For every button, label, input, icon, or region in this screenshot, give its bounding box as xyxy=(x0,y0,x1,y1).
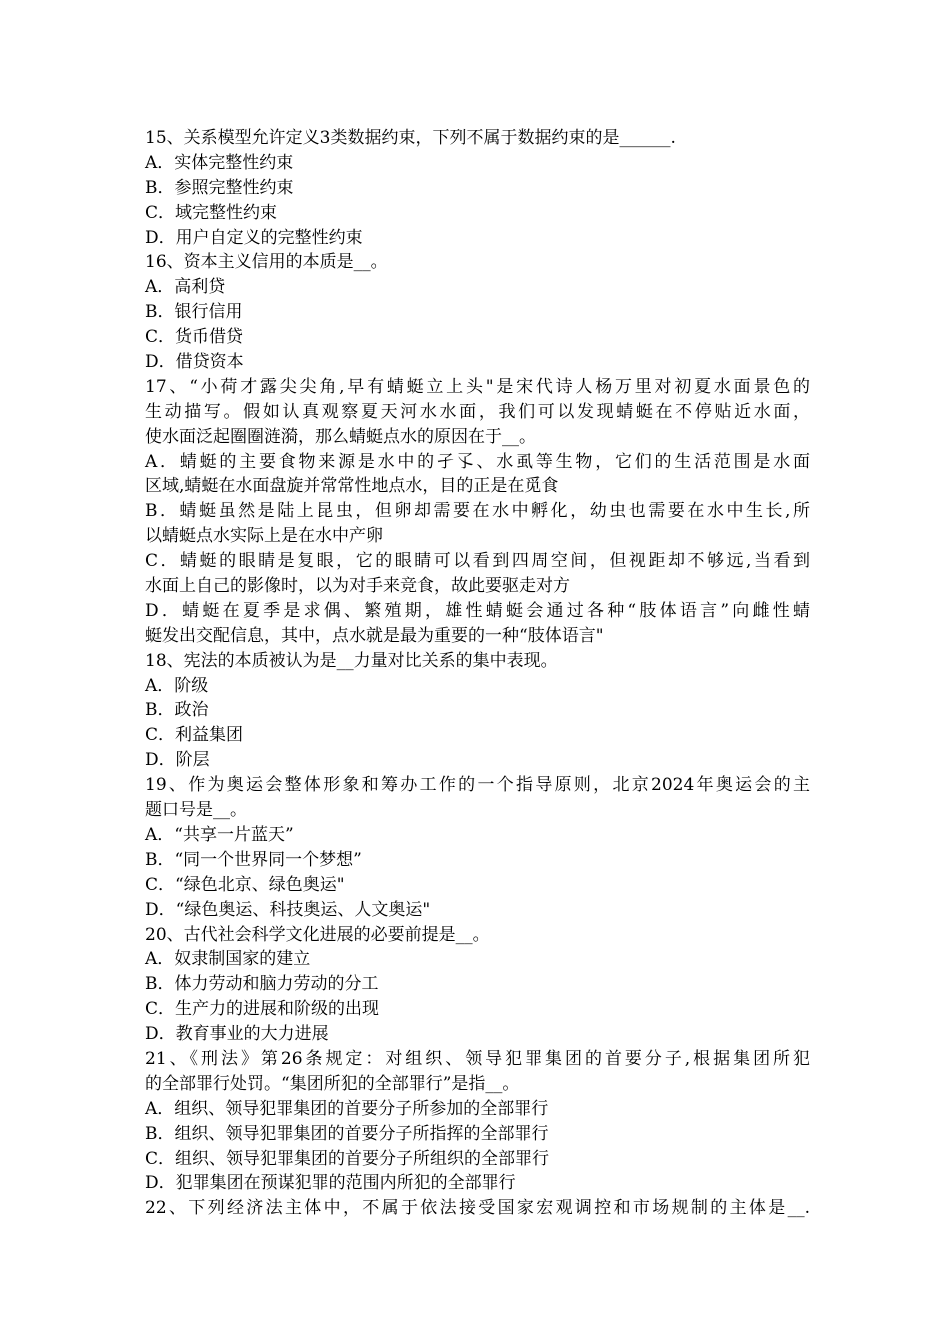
text-line: 20、古代社会科学文化进展的必要前提是__。 xyxy=(145,924,490,945)
text-line: D．蜻蜓在夏季是求偶、繁殖期，雄性蜻蜓会通过各种“肢体语言”向雌性蜻 xyxy=(145,600,810,621)
text-line: 蜓发出交配信息，其中，点水就是最为重要的一种“肢体语言" xyxy=(145,625,604,646)
text-line: B．“同一个世界同一个梦想” xyxy=(145,849,362,870)
text-line: B．体力劳动和脑力劳动的分工 xyxy=(145,974,379,995)
text-line: 水面上自己的影像时，以为对手来竞食，故此要驱走对方 xyxy=(145,576,570,597)
text-line: 16、资本主义信用的本质是__。 xyxy=(145,252,388,273)
text-line: 以蜻蜓点水实际上是在水中产卵 xyxy=(145,526,383,547)
text-line: A．阶级 xyxy=(145,675,209,696)
text-line: 19、作为奥运会整体形象和筹办工作的一个指导原则，北京2024年奥运会的主 xyxy=(145,775,810,796)
text-line: 18、宪法的本质被认为是__力量对比关系的集中表现。 xyxy=(145,650,558,671)
text-line: 21、《刑法》第26条规定：对组织、领导犯罪集团的首要分子,根据集团所犯 xyxy=(145,1048,810,1069)
text-line: B．政治 xyxy=(145,700,209,721)
text-line: 生动描写。假如认真观察夏天河水水面，我们可以发现蜻蜓在不停贴近水面， xyxy=(145,401,810,422)
text-line: 的全部罪行处罚。“集团所犯的全部罪行”是指__。 xyxy=(145,1073,520,1094)
text-line: C．域完整性约束 xyxy=(145,202,278,223)
text-line: B．蜻蜓虽然是陆上昆虫，但卵却需要在水中孵化，幼虫也需要在水中生长,所 xyxy=(145,501,810,522)
text-line: D．借贷资本 xyxy=(145,352,244,373)
text-line: C．生产力的进展和阶级的出现 xyxy=(145,999,380,1020)
text-line: C．“绿色北京、绿色奥运" xyxy=(145,874,345,895)
text-line: A．“共享一片蓝天” xyxy=(145,824,294,845)
text-line: A．高利贷 xyxy=(145,277,226,298)
text-line: D．阶层 xyxy=(145,750,210,771)
text-line: A．蜻蜓的主要食物来源是水中的孑孓、水虱等生物，它们的生活范围是水面 xyxy=(145,451,810,472)
document-body xyxy=(145,126,810,1221)
text-line: C．利益集团 xyxy=(145,725,244,746)
text-line: A．组织、领导犯罪集团的首要分子所参加的全部罪行 xyxy=(145,1098,549,1119)
text-line: 题口号是__。 xyxy=(145,800,247,821)
text-line: C．蜻蜓的眼睛是复眼，它的眼睛可以看到四周空间，但视距却不够远,当看到 xyxy=(145,551,810,572)
text-line: D．“绿色奥运、科技奥运、人文奥运" xyxy=(145,899,431,920)
text-line: A．实体完整性约束 xyxy=(145,152,294,173)
text-line: A．奴隶制国家的建立 xyxy=(145,949,311,970)
text-line: B．参照完整性约束 xyxy=(145,177,294,198)
text-line: 17、“小荷才露尖尖角,早有蜻蜓立上头"是宋代诗人杨万里对初夏水面景色的 xyxy=(145,376,810,397)
text-line: B．组织、领导犯罪集团的首要分子所指挥的全部罪行 xyxy=(145,1123,549,1144)
text-line: 15、关系模型允许定义3类数据约束，下列不属于数据约束的是______. xyxy=(145,128,676,148)
text-line: D．用户自定义的完整性约束 xyxy=(145,227,363,248)
text-line: D．教育事业的大力进展 xyxy=(145,1024,329,1045)
text-line: 区域,蜻蜓在水面盘旋并常常性地点水，目的正是在觅食 xyxy=(145,476,559,497)
text-line: D．犯罪集团在预谋犯罪的范围内所犯的全部罪行 xyxy=(145,1173,516,1194)
text-line: B．银行信用 xyxy=(145,302,243,323)
text-line: 22、下列经济法主体中，不属于依法接受国家宏观调控和市场规制的主体是__. xyxy=(145,1198,810,1219)
text-line: C．组织、领导犯罪集团的首要分子所组织的全部罪行 xyxy=(145,1148,550,1169)
text-line: C．货币借贷 xyxy=(145,327,244,348)
text-line: 使水面泛起圈圈涟漪，那么蜻蜓点水的原因在于__。 xyxy=(145,426,536,447)
